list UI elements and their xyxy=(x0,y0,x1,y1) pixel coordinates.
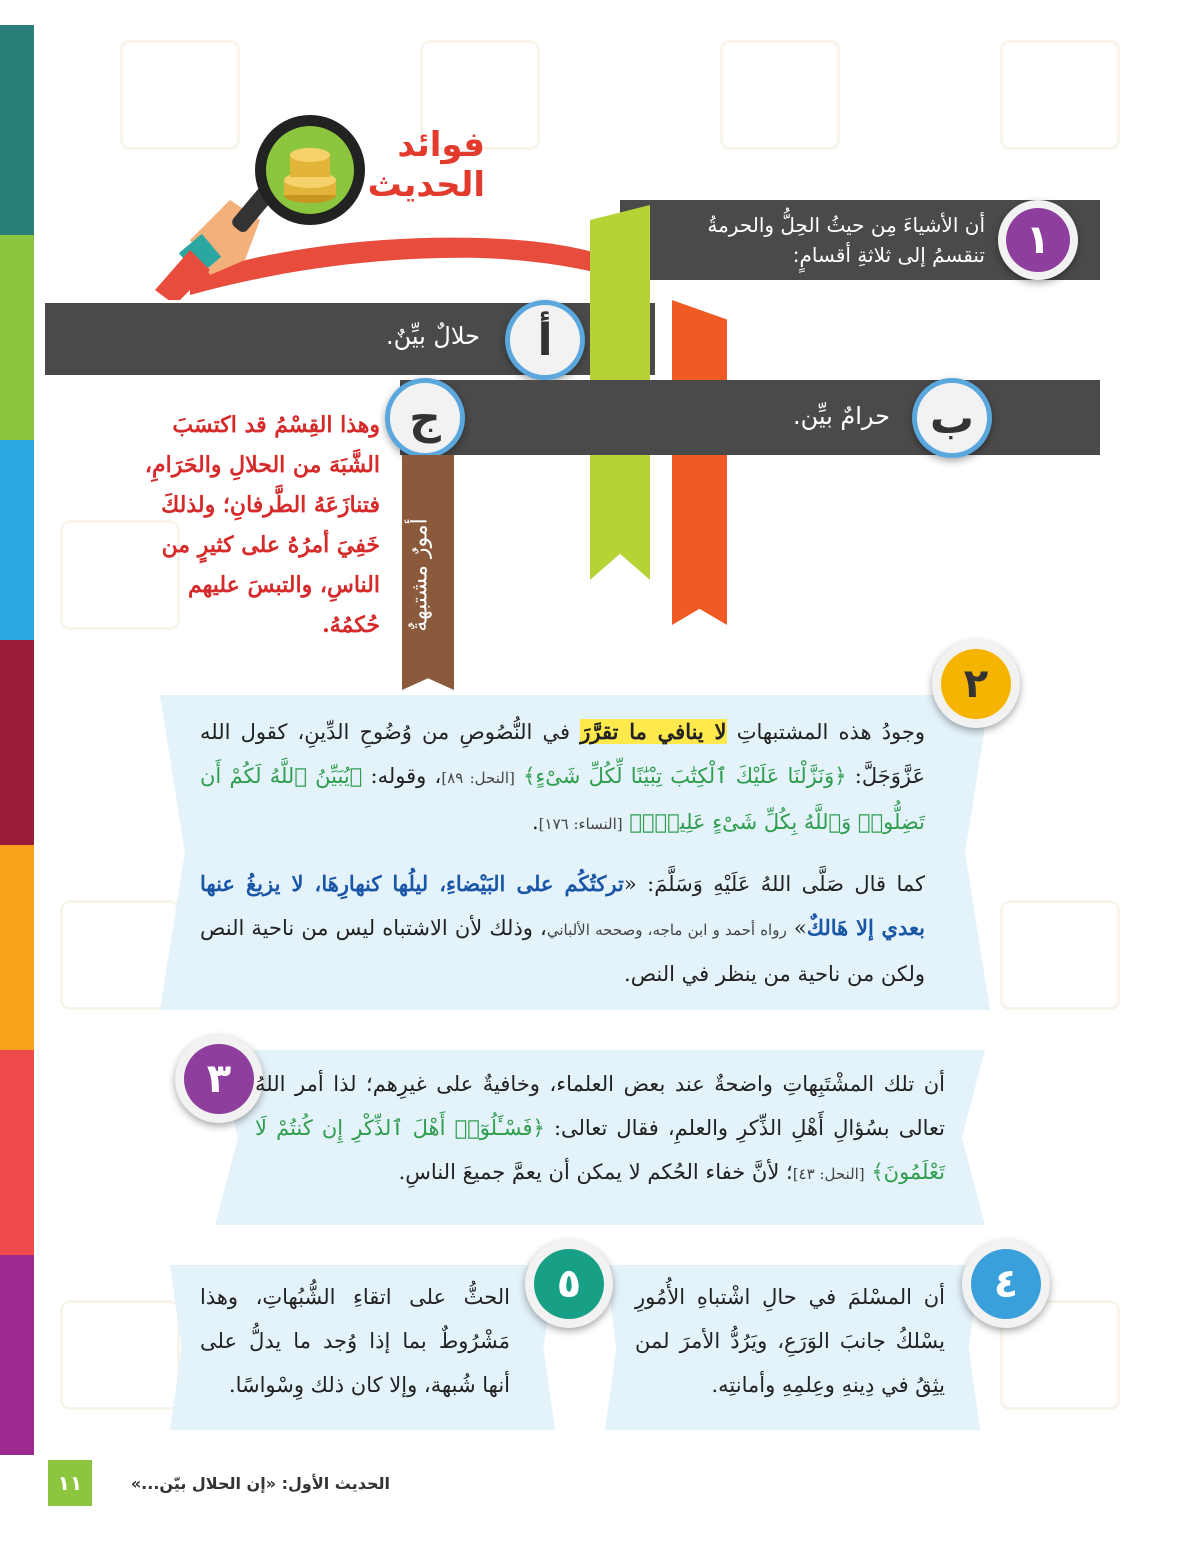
p1-e: . xyxy=(531,810,539,834)
point1-badge xyxy=(998,200,1078,280)
p1-c: الله عَزَّوَجَلَّ: xyxy=(200,720,925,788)
point4-badge xyxy=(962,1240,1050,1328)
p2-c: ، وذلك لأن الاشتباه ليس من ناحية النص ولكن من ناحية من ينظر في النص. xyxy=(200,916,925,986)
haram-badge: ب xyxy=(912,378,992,458)
quran-ref-2: [النساء: ١٧٦] xyxy=(538,815,623,833)
strip-purple xyxy=(0,1255,34,1455)
point2-paragraph2 xyxy=(200,862,925,996)
point1-line2: تنقسمُ إلى ثلاثةِ أقسامٍ: xyxy=(792,243,985,267)
point5-text: الحثُّ على اتقاءِ الشُّبُهاتِ، وهذا مَشْرُوطٌ بما إذا وُجد ما يدلُّ على أنها شُبهة، وإلا كان ذلك وِسْواسًا. xyxy=(200,1285,510,1397)
title-line-1: فوائد xyxy=(397,125,485,165)
point3-number: ٣ xyxy=(184,1044,254,1114)
point3-paragraph xyxy=(255,1062,945,1196)
doubtful-label: أمورٌ مشتبهةٌ xyxy=(407,518,433,632)
note-line1: وهذا القِسْمُ قد اكتسَبَ xyxy=(172,412,380,438)
ribbon-red xyxy=(190,238,620,295)
point3-badge xyxy=(175,1035,263,1123)
point1-number: ١ xyxy=(1006,208,1070,272)
doubtful-note xyxy=(130,405,380,645)
point2-paragraph1 xyxy=(200,710,925,846)
halal-badge: أ xyxy=(505,300,585,380)
point2-number: ٢ xyxy=(941,649,1011,719)
strip-green xyxy=(0,235,34,440)
strip-red xyxy=(0,1050,34,1255)
note-line5: الناسِ، والتبسَ عليهم xyxy=(187,572,380,598)
strip-orange xyxy=(0,845,34,1050)
strip-blue xyxy=(0,440,34,640)
hadith-ref: رواه أحمد و ابن ماجه، وصححه الألباني xyxy=(546,921,787,939)
quran-ref-1: [النحل: ٨٩] xyxy=(441,769,515,787)
p2-b: » xyxy=(793,916,807,940)
section-title xyxy=(355,125,485,205)
strip-maroon xyxy=(0,640,34,845)
quran-verse-3: ﴿فَسْـَٔلُوٓا۟ أَهْلَ ٱلذِّكْرِ إِن كُنتُمْ لَا تَعْلَمُونَ﴾ xyxy=(255,1116,945,1184)
page-number: ١١ xyxy=(48,1460,92,1506)
quran-ref-3: [النحل: ٤٣] xyxy=(792,1165,865,1183)
note-line3: فتنازَعَهُ الطَّرفانِ؛ ولذلكَ xyxy=(161,492,380,518)
point1-text xyxy=(640,210,985,270)
note-line2: الشَّبَهَ من الحلالِ والحَرَامِ، xyxy=(144,452,380,478)
p1-d: ، وقوله: xyxy=(370,764,442,788)
halal-label: حلالٌ بيِّنٌ. xyxy=(385,322,480,350)
p1-highlight: لا ينافي ما تقرَّرَ xyxy=(580,719,727,744)
p2-a: كما قال صَلَّى اللهُ عَلَيْهِ وَسَلَّمَ: « xyxy=(623,872,925,896)
point1-line1: أن الأشياءَ مِن حيثُ الحِلُّ والحرمةُ xyxy=(707,213,985,237)
note-line4: خَفِيَ أمرُهُ على كثيرٍ من xyxy=(161,532,380,558)
p3-a: أن تلك المشْتَبِهاتِ واضحةٌ عند بعض العلماء، وخافيةٌ على غيرِهم؛ لذا أمر اللهُ تعالى بسُؤالِ أَهْلِ الذِّكرِ والعلمِ، فقال تعالى: xyxy=(255,1072,945,1140)
point5-badge xyxy=(525,1240,613,1328)
ribbon-orange xyxy=(672,300,727,625)
strip-teal xyxy=(0,25,34,235)
quran-verse-1: ﴿وَنَزَّلْنَا عَلَيْكَ ٱلْكِتَٰبَ تِبْيَٰنًا لِّكُلِّ شَىْءٍ﴾ xyxy=(523,764,847,788)
haram-label: حرامٌ بيِّن. xyxy=(792,402,890,430)
doubtful-badge: ج xyxy=(385,378,465,458)
title-line-2: الحديث xyxy=(367,165,485,205)
hadith-text: تركتُكُم على البَيْضاءِ، ليلُها كنهارِهَا، لا يزيغُ عنها بعدي إلا هَالكٌ xyxy=(200,871,925,940)
note-line6: حُكمُهُ. xyxy=(322,612,380,638)
point4-text: أن المسْلمَ في حالِ اشْتباهِ الأُمُورِ يسْلكُ جانبَ الوَرَعِ، ويَرُدُّ الأمرَ لمن يثِقُ في دِينهِ وعِلمِهِ وأمانتِه. xyxy=(635,1285,945,1397)
point2-badge xyxy=(932,640,1020,728)
p1-b: في النُّصُوصِ من وُضُوحِ الدِّينِ، كقول xyxy=(240,720,571,744)
point4-number: ٤ xyxy=(971,1249,1041,1319)
coins-icon xyxy=(284,148,336,203)
quran-verse-2: ﴿يُبَيِّنُ ٱللَّهُ لَكُمْ أَن تَضِلُّوا۟ وَٱللَّهُ بِكُلِّ شَىْءٍ عَلِيمٌۢ﴾ xyxy=(200,764,925,834)
point5-number: ٥ xyxy=(534,1249,604,1319)
chapter-title: الحديث الأول: «إن الحلال بيّن...» xyxy=(130,1474,390,1493)
p3-b: ؛ لأنَّ خفاء الحُكم لا يمكن أن يعمَّ جميعَ الناسِ. xyxy=(398,1160,793,1184)
p1-a: وجودُ هذه المشتبهاتِ xyxy=(736,720,926,744)
